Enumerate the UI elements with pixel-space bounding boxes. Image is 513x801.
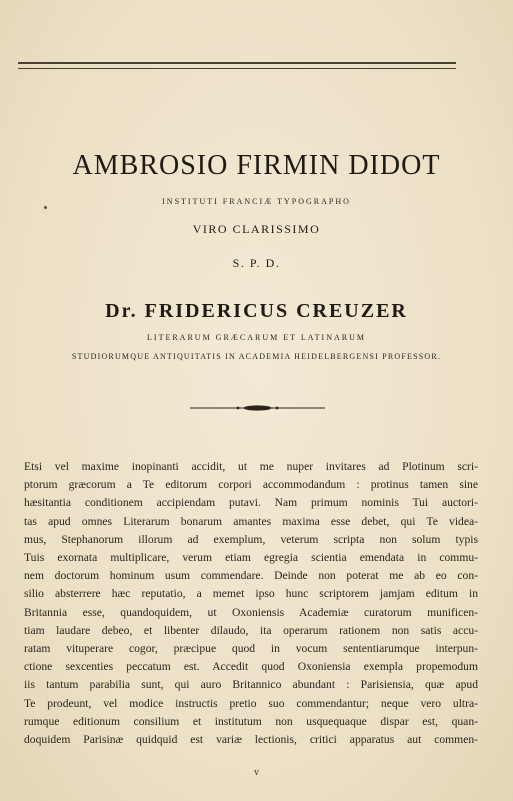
body-line: doquidem Parisinæ quidquid est variæ lectionis, critici apparatus aut commen- xyxy=(24,733,478,747)
body-line: Etsi vel maxime inopinanti accidit, ut me nuper invitares ad Plotinum scri- xyxy=(24,460,478,473)
body-text xyxy=(24,458,478,749)
recipient-name: AMBROSIO FIRMIN DIDOT xyxy=(72,150,441,181)
header-rule-thick xyxy=(18,62,456,64)
folio-number: v xyxy=(254,767,259,778)
body-line: Britannia esse, quandoquidem, ut Oxoniensis Academiæ curatorum munificen- xyxy=(24,605,478,619)
body-line: ratam vituperare cogor, præcipue quod in vocum sententiarumque interpun- xyxy=(24,642,478,656)
author-name: Dr. FRIDERICUS CREUZER xyxy=(105,300,408,322)
body-line: Te prodeunt, vel modice instructis pretio suo commendantur; neque vero ultra- xyxy=(24,696,478,710)
ornamental-rule xyxy=(190,404,325,412)
body-line: iis tantum parabilia sunt, qui auro Britannico abundant : Parisiensia, quæ apud xyxy=(24,678,478,692)
body-line: tas apud omnes Literarum bonarum amantes maxima esse debet, qui Te videa- xyxy=(24,514,478,528)
paper-speck xyxy=(44,206,47,209)
body-line: tiam laudare debeo, et libenter dilaudo, ita operarum rationem non satis accu- xyxy=(24,623,478,637)
body-line: rumque editionum consilium et institutum non usquequaque dispar est, quan- xyxy=(24,714,478,728)
author-title-line2: STUDIORUMQUE ANTIQUITATIS IN ACADEMIA HEIDELBERGENSI PROFESSOR. xyxy=(71,352,442,361)
body-line: mus, Stephanorum illorum ad exemplum, veterum scripta non solum typis xyxy=(24,532,478,546)
recipient-role: INSTITUTI FRANCIÆ TYPOGRAPHO xyxy=(162,197,351,206)
epithet: VIRO CLARISSIMO xyxy=(192,222,321,236)
author-title-line1: LITERARUM GRÆCARUM ET LATINARUM xyxy=(147,333,366,342)
salutation: S. P. D. xyxy=(232,256,281,270)
body-line: nem doctorum hominum usum commendare. Deinde non poterat me ab eo con- xyxy=(24,569,478,583)
body-line: silio absterrere hæc reputatio, a memet ipso hunc scriptorem jamjam editum in xyxy=(24,587,478,601)
body-line: hæsitantia conditionem accipiendam putavi. Nam primum nominis Tui auctori- xyxy=(24,496,478,510)
body-line: ctione sexcenties peccatum est. Accedit quod Oxoniensia exempla propemodum xyxy=(24,660,478,674)
body-line: Tuis exornata multiplicare, verum etiam egregia scientia emendata in commu- xyxy=(24,551,478,565)
header-rule-thin xyxy=(18,68,456,69)
body-line: ptorum græcorum a Te editorum corpori accommodandum : protinus tamen sine xyxy=(24,478,478,492)
